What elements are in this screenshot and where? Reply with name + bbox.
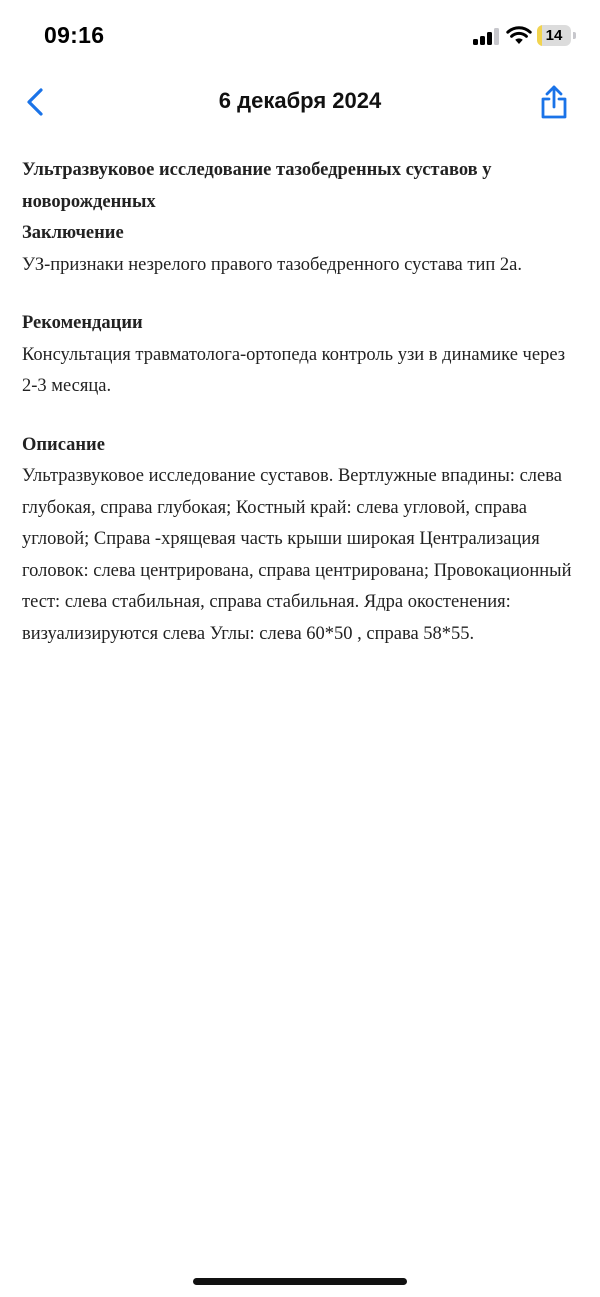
recommendations-text: Консультация травматолога-ортопеда контроль узи в динамике через 2-3 месяца. (22, 344, 566, 396)
battery-indicator (537, 25, 577, 47)
recommendations-heading: Рекомендации (22, 313, 143, 333)
conclusion-heading: Заключение (22, 223, 124, 243)
section-spacer (22, 281, 582, 308)
home-indicator[interactable] (193, 1278, 407, 1285)
conclusion-text: УЗ-признаки незрелого правого тазобедренного сустава тип 2а. (22, 254, 522, 275)
page-title: 6 декабря 2024 (218, 88, 382, 113)
section-spacer (22, 403, 582, 430)
share-button[interactable] (536, 82, 572, 122)
navigation-bar (0, 72, 600, 132)
description-heading: Описание (22, 434, 105, 455)
share-icon (536, 82, 572, 122)
battery-level: 14 (545, 27, 563, 44)
study-title: Ультразвуковое исследование тазобедренных суставов у новорожденных (22, 160, 492, 212)
battery-cap (573, 32, 576, 39)
description-text: Ультразвуковое исследование суставов. Вертлужные впадины: слева глубокая, справа глубокая; Костный край: слева угловой, справа угловой; Справа -хрящевая часть крыши широкая Централизация головок: слева центрирована, справа центрирована; Провокационный тест: слева стабильная, справа стабильная. Ядра окостенения: визуализируются слева Углы: слева 60*50 , справа 58*55. (22, 466, 572, 644)
status-bar (0, 0, 600, 72)
wifi-icon (506, 25, 532, 45)
report-content (22, 155, 582, 650)
cellular-signal-icon (473, 28, 501, 45)
status-time: 09:16 (44, 22, 105, 48)
battery-icon (537, 25, 571, 46)
